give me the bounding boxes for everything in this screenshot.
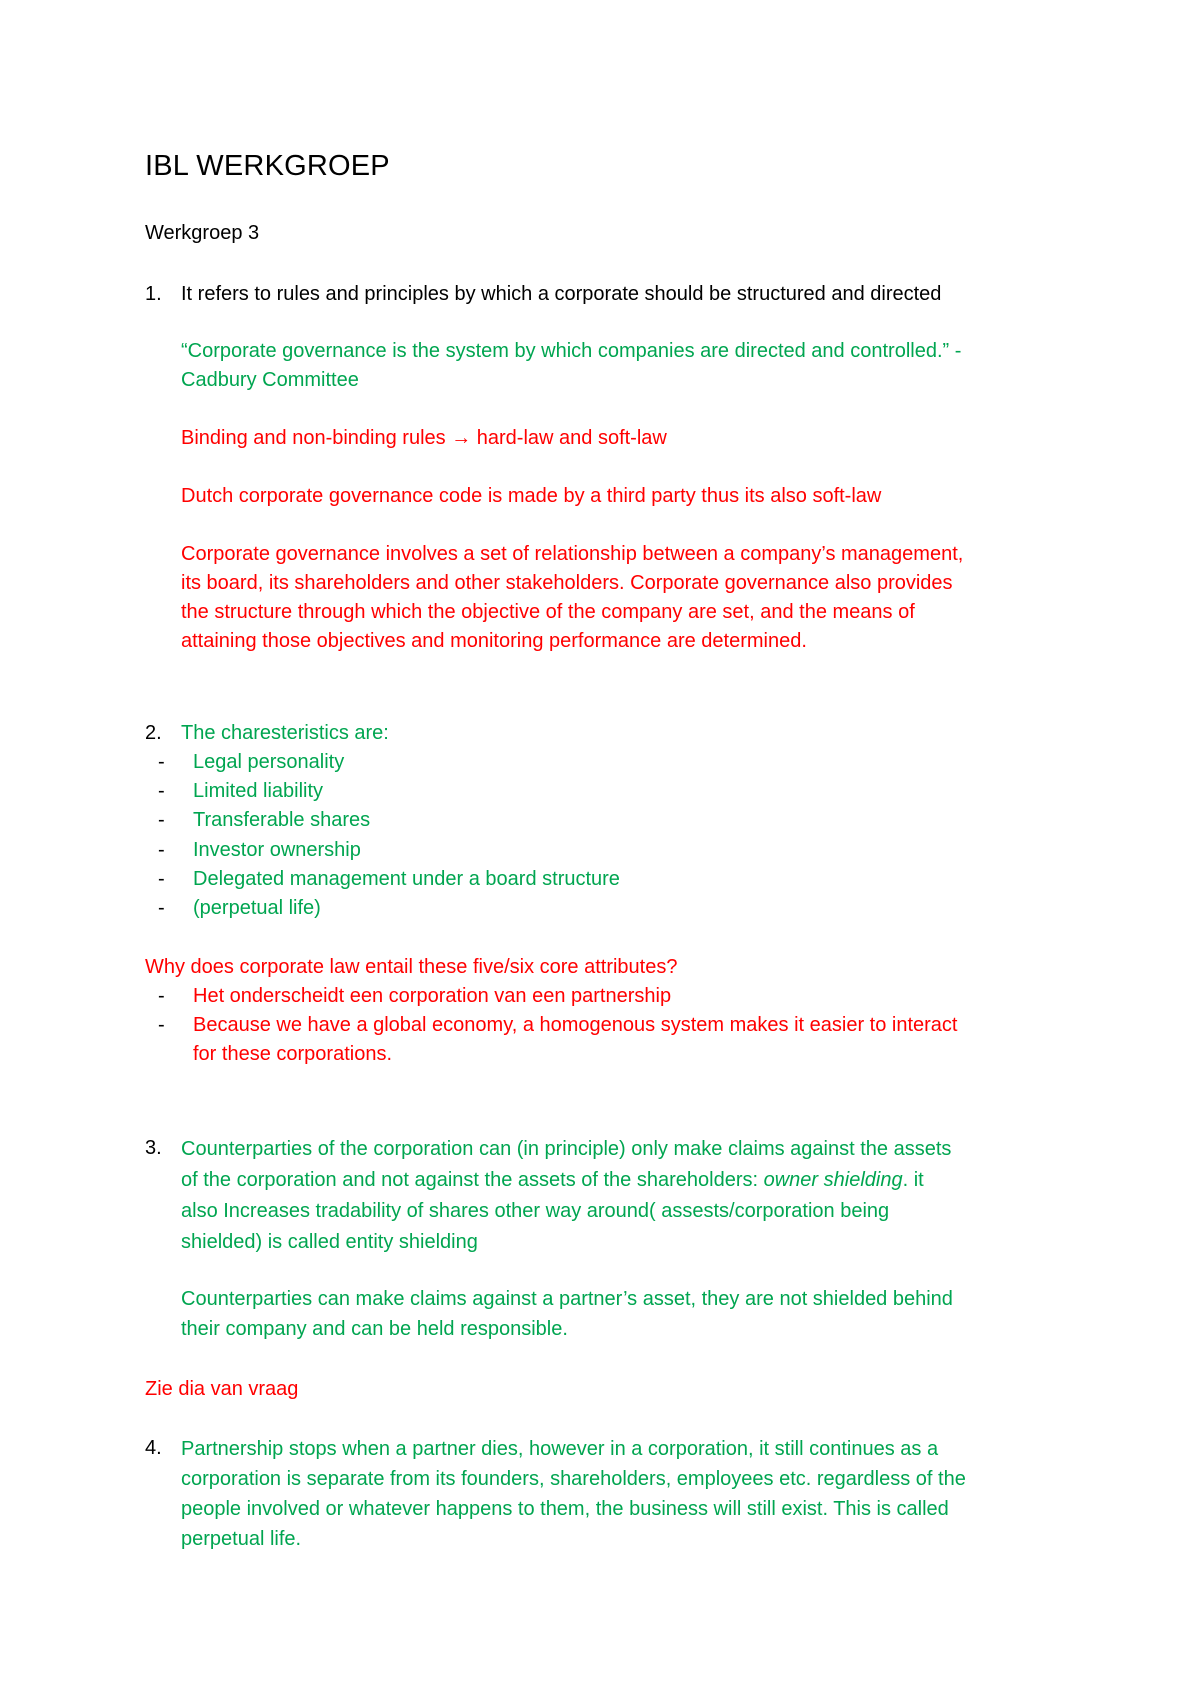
list-item: Delegated management under a board structure <box>193 868 620 890</box>
list-dash: - <box>158 985 165 1007</box>
q4-line: perpetual life. <box>181 1528 302 1550</box>
page-subtitle: Werkgroep 3 <box>145 222 260 244</box>
q1-question: It refers to rules and principles by which a corporate should be structured and directed <box>181 283 942 305</box>
q1-involves-line: Corporate governance involves a set of relationship between a company’s management, <box>181 543 964 565</box>
list-dash: - <box>158 1014 165 1036</box>
q3-line: Counterparties of the corporation can (in principle) only make claims against the assets <box>181 1138 952 1160</box>
list-dash: - <box>158 809 165 831</box>
q1-involves-paragraph <box>181 540 963 656</box>
list-dash: - <box>158 780 165 802</box>
q1-binding-a: Binding and non-binding rules <box>181 427 452 449</box>
list-dash: - <box>158 839 165 861</box>
list-item: Because we have a global economy, a homogenous system makes it easier to interact <box>193 1014 958 1036</box>
q2-number: 2. <box>145 722 162 744</box>
list-item: Investor ownership <box>193 839 361 861</box>
q4-number: 4. <box>145 1437 162 1459</box>
q1-number: 1. <box>145 283 162 305</box>
q3-partner-line: Counterparties can make claims against a partner’s asset, they are not shielded behind <box>181 1288 953 1310</box>
list-item: Legal personality <box>193 751 345 773</box>
list-dash: - <box>158 897 165 919</box>
list-item: Limited liability <box>193 780 324 802</box>
q3-paragraph <box>181 1134 951 1258</box>
page-title: IBL WERKGROEP <box>145 150 390 182</box>
q2-intro: The charesteristics are: <box>181 722 389 744</box>
q3-line: shielded) is called entity shielding <box>181 1231 478 1253</box>
q4-line: Partnership stops when a partner dies, however in a corporation, it still continues as a <box>181 1438 939 1460</box>
list-dash: - <box>158 868 165 890</box>
q3-partner-line: their company and can be held responsible. <box>181 1318 568 1340</box>
q1-binding-b: hard-law and soft-law <box>471 427 667 449</box>
q3-line: of the corporation and not against the assets of the shareholders: owner shielding. it <box>181 1169 924 1191</box>
arrow-right-icon: → <box>451 427 472 449</box>
q1-dutch-code: Dutch corporate governance code is made by a third party thus its also soft-law <box>181 485 882 507</box>
q3-number: 3. <box>145 1137 162 1159</box>
list-item: Transferable shares <box>193 809 371 831</box>
q1-involves-line: its board, its shareholders and other stakeholders. Corporate governance also provides <box>181 572 953 594</box>
q1-binding-rules <box>181 424 667 453</box>
q4-line: people involved or whatever happens to them, the business will still exist. This is called <box>181 1498 949 1520</box>
list-item: Het onderscheidt een corporation van een partnership <box>193 985 672 1007</box>
list-item: (perpetual life) <box>193 897 321 919</box>
q1-involves-line: attaining those objectives and monitoring performance are determined. <box>181 630 807 652</box>
q2-why-heading: Why does corporate law entail these five/six core attributes? <box>145 956 678 978</box>
q4-paragraph <box>181 1434 966 1554</box>
list-item-continuation: for these corporations. <box>193 1043 392 1065</box>
q4-line: corporation is separate from its founders, shareholders, employees etc. regardless of the <box>181 1468 966 1490</box>
q1-quote-line1: “Corporate governance is the system by which companies are directed and controlled.” - <box>181 340 962 362</box>
q1-involves-line: the structure through which the objective of the company are set, and the means of <box>181 601 915 623</box>
q3-partner-paragraph <box>181 1284 953 1344</box>
q1-quote-line2: Cadbury Committee <box>181 369 359 391</box>
q3-line: also Increases tradability of shares other way around( assests/corporation being <box>181 1200 890 1222</box>
list-dash: - <box>158 751 165 773</box>
q3-owner-shielding: owner shielding <box>763 1169 903 1191</box>
zie-dia-note: Zie dia van vraag <box>145 1378 299 1400</box>
